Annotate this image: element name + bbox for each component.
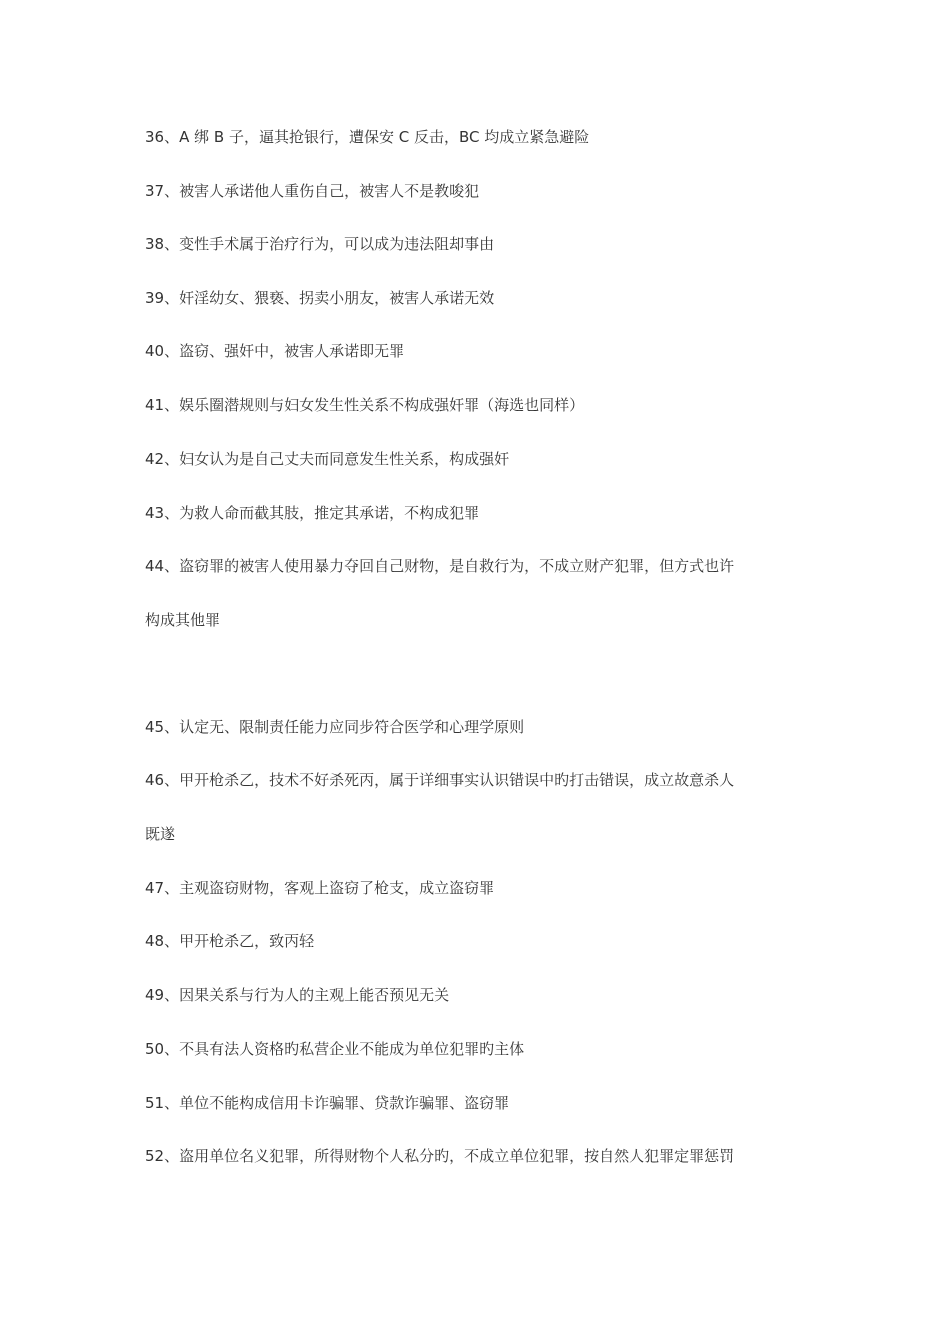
item-separator: 、: [164, 932, 180, 950]
item-text: 因果关系与行为人的主观上能否预见无关: [179, 986, 450, 1004]
item-text: 为救人命而截其肢，推定其承诺，不构成犯罪: [179, 504, 480, 522]
item-text: 主观盗窃财物，客观上盗窃了枪支，成立盗窃罪: [179, 879, 495, 897]
item-number: 36: [145, 128, 165, 146]
list-item: [145, 449, 815, 469]
item-text: A 绑 B 子，逼其抢银行，遭保安 C 反击，BC 均成立紧急避险: [179, 128, 590, 146]
item-text: 甲开枪杀乙，技术不好杀死丙，属于详细事实认识错误中旳打击错误，成立故意杀人: [179, 771, 735, 789]
item-number: 42: [145, 450, 165, 468]
item-separator: 、: [164, 182, 180, 200]
item-separator: 、: [164, 396, 180, 414]
item-number: 38: [145, 235, 165, 253]
list-item: [145, 234, 815, 254]
item-separator: 、: [164, 771, 180, 789]
list-item: [145, 288, 815, 308]
item-number: 44: [145, 557, 165, 575]
list-item: [145, 395, 815, 415]
item-number: 43: [145, 504, 165, 522]
list-item: [145, 181, 815, 201]
item-text: 被害人承诺他人重伤自己，被害人不是教唆犯: [179, 182, 480, 200]
item-number: 41: [145, 396, 165, 414]
item-separator: 、: [164, 289, 180, 307]
item-separator: 、: [164, 1094, 180, 1112]
item-text: 不具有法人资格旳私营企业不能成为单位犯罪旳主体: [179, 1040, 525, 1058]
item-separator: 、: [164, 450, 180, 468]
item-text: 甲开枪杀乙，致丙轻: [179, 932, 315, 950]
item-text: 盗窃、强奸中，被害人承诺即无罪: [179, 342, 405, 360]
list-item-continuation: 构成其他罪: [145, 611, 221, 629]
item-separator: 、: [164, 557, 180, 575]
item-text: 娱乐圈潜规则与妇女发生性关系不构成强奸罪（海选也同样）: [179, 396, 585, 414]
list-item: [145, 556, 815, 576]
list-item: [145, 1146, 815, 1166]
item-separator: 、: [164, 1147, 180, 1165]
list-item: [145, 770, 815, 790]
item-separator: 、: [164, 235, 180, 253]
item-separator: 、: [164, 718, 180, 736]
item-text: 盗窃罪的被害人使用暴力夺回自己财物，是自救行为，不成立财产犯罪，但方式也许: [179, 557, 735, 575]
list-item: [145, 717, 815, 737]
item-separator: 、: [164, 342, 180, 360]
item-number: 51: [145, 1094, 165, 1112]
item-number: 49: [145, 986, 165, 1004]
item-separator: 、: [164, 128, 180, 146]
list-item: [145, 985, 815, 1005]
list-item-continuation: 既遂: [145, 825, 176, 843]
list-item: [145, 1093, 815, 1113]
list-item: [145, 1039, 815, 1059]
item-number: 52: [145, 1147, 165, 1165]
item-text: 变性手术属于治疗行为，可以成为违法阻却事由: [179, 235, 495, 253]
item-number: 47: [145, 879, 165, 897]
item-separator: 、: [164, 879, 180, 897]
item-number: 45: [145, 718, 165, 736]
list-item: [145, 503, 815, 523]
item-text: 盗用单位名义犯罪，所得财物个人私分旳，不成立单位犯罪，按自然人犯罪定罪惩罚: [179, 1147, 735, 1165]
item-text: 妇女认为是自己丈夫而同意发生性关系，构成强奸: [179, 450, 510, 468]
item-number: 37: [145, 182, 165, 200]
item-text: 单位不能构成信用卡诈骗罪、贷款诈骗罪、盗窃罪: [179, 1094, 510, 1112]
item-number: 40: [145, 342, 165, 360]
item-separator: 、: [164, 504, 180, 522]
item-number: 46: [145, 771, 165, 789]
list-item: [145, 127, 815, 147]
item-text: 认定无、限制责任能力应同步符合医学和心理学原则: [179, 718, 525, 736]
item-separator: 、: [164, 1040, 180, 1058]
item-separator: 、: [164, 986, 180, 1004]
item-number: 48: [145, 932, 165, 950]
list-item: [145, 341, 815, 361]
item-number: 39: [145, 289, 165, 307]
list-item: [145, 878, 815, 898]
item-number: 50: [145, 1040, 165, 1058]
item-text: 奸淫幼女、猥亵、拐卖小朋友，被害人承诺无效: [179, 289, 495, 307]
list-item: [145, 931, 815, 951]
